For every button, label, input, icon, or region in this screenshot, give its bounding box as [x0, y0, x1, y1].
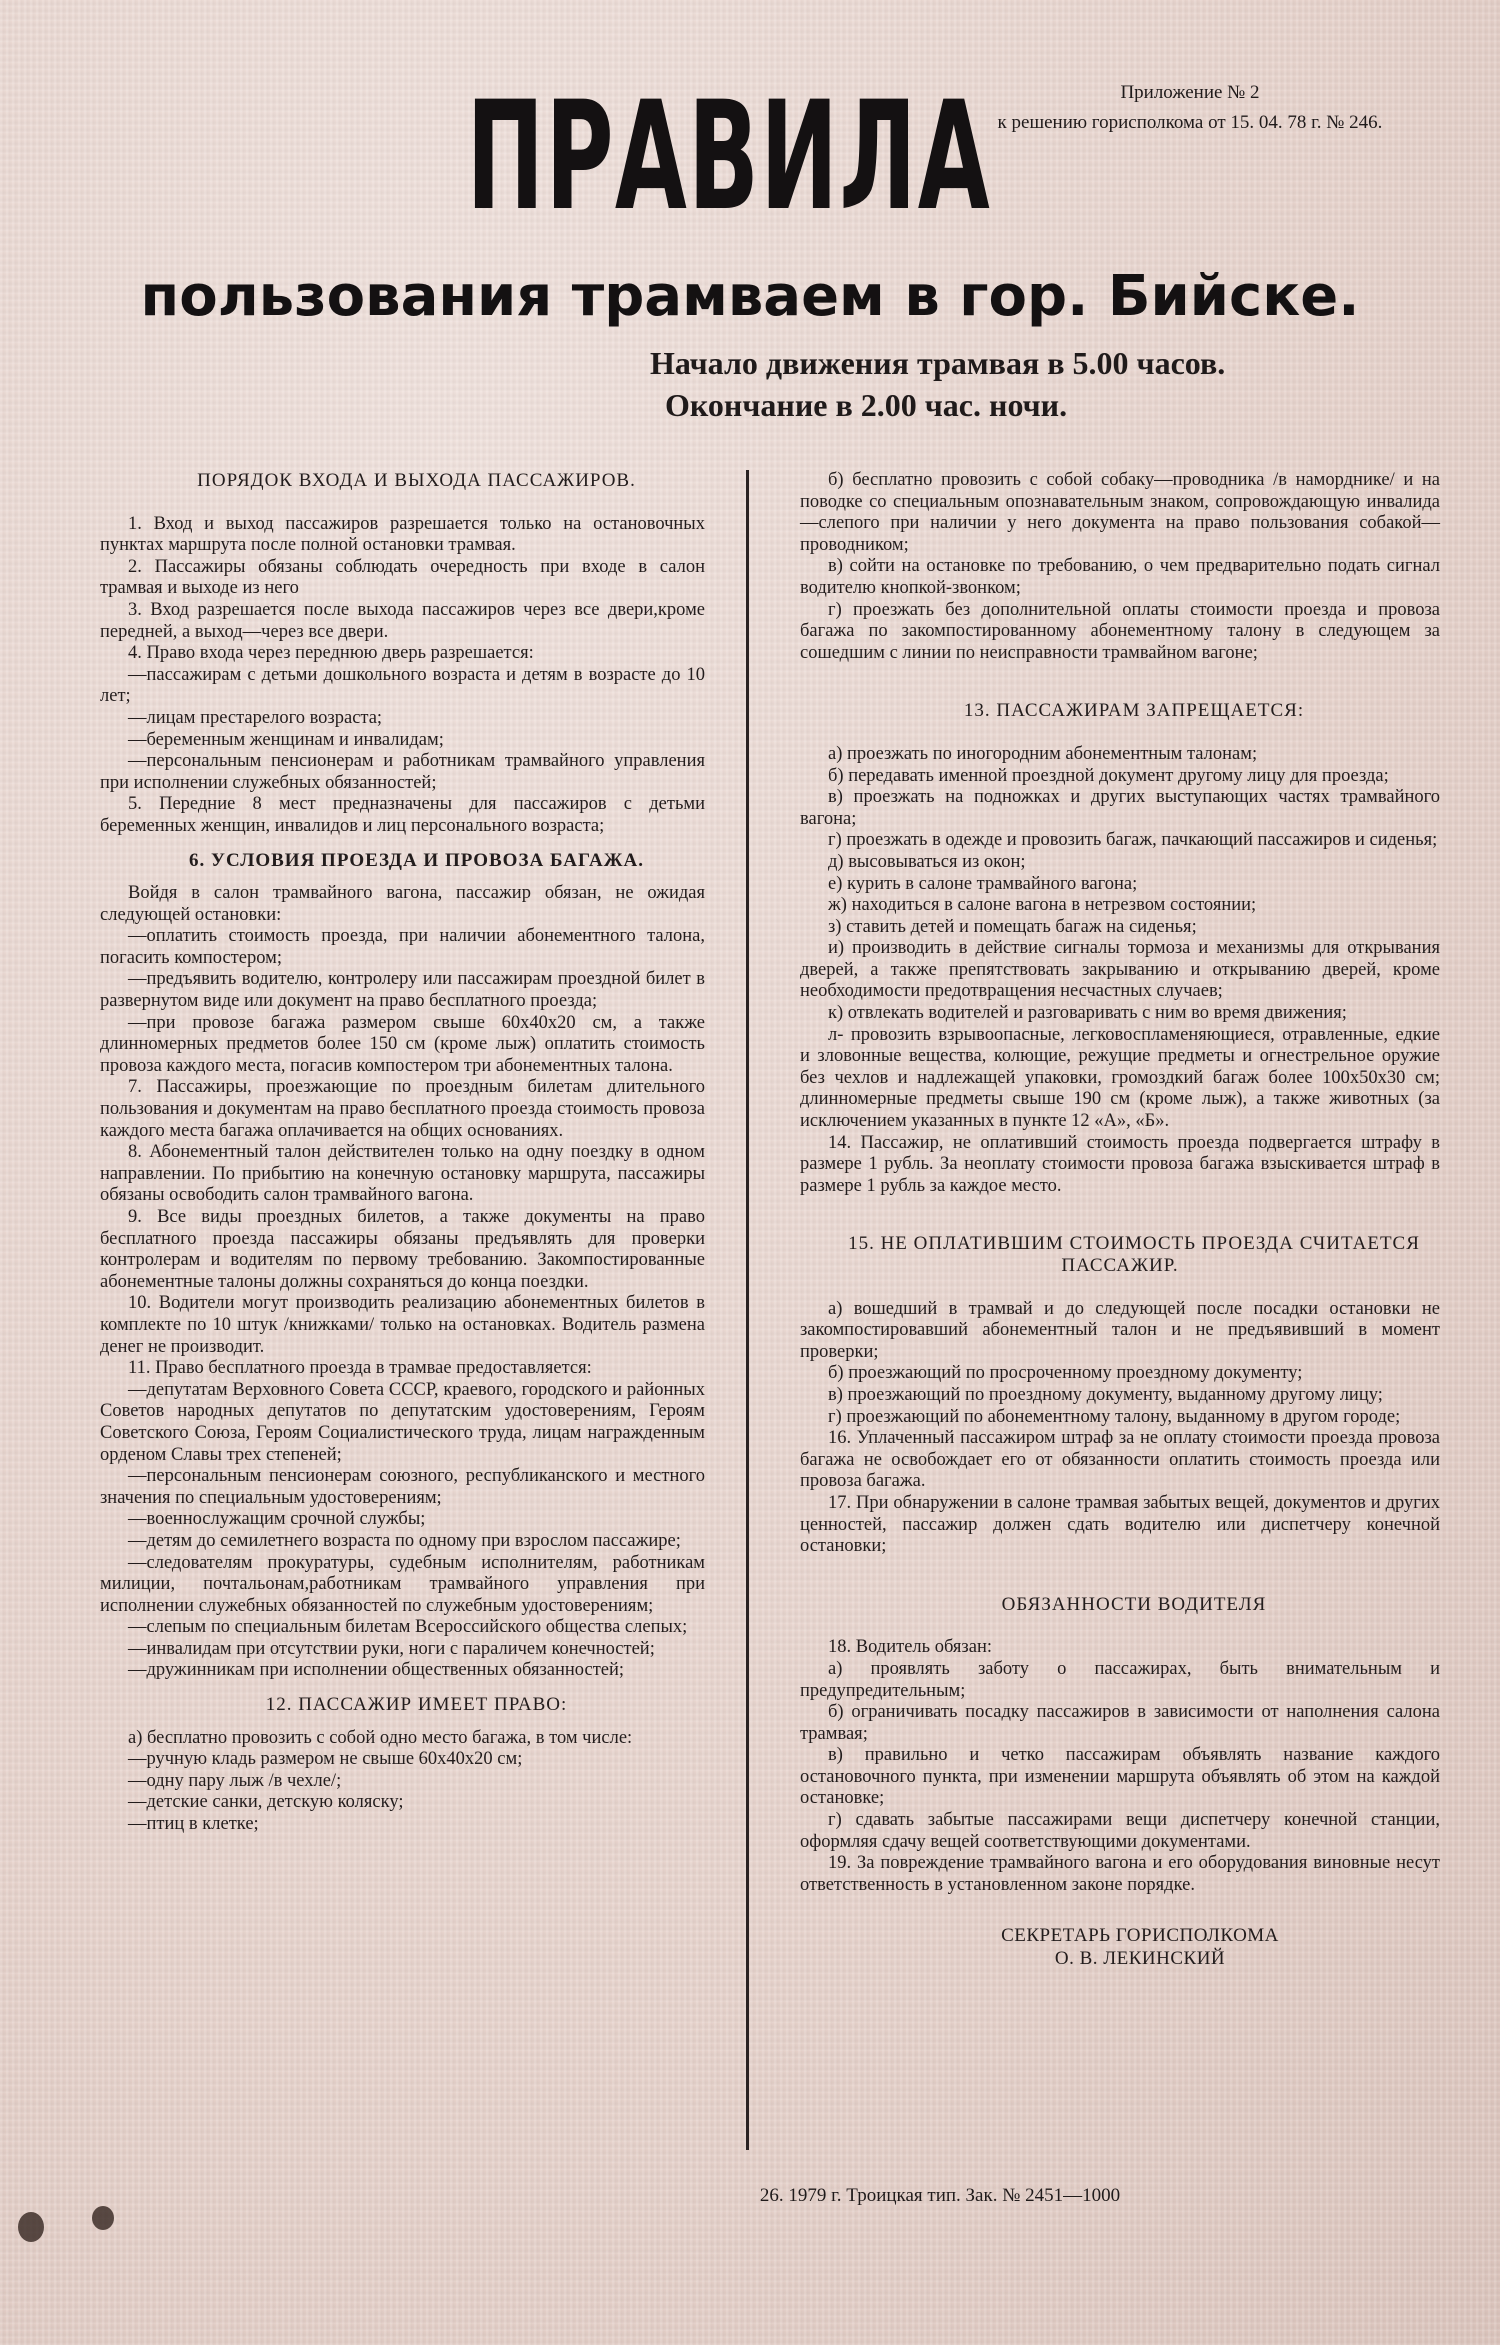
- document-title: ПРАВИЛА: [466, 70, 991, 244]
- rule-paragraph: —при провозе багажа размером свыше 60х40х20 см, а также длинномерных предметов более 150 см (кроме лыж) оплатить стоимость провоза каждого места, погасив компостером три абонементных талона.: [100, 1012, 705, 1076]
- rule-paragraph: д) высовываться из окон;: [828, 851, 1026, 872]
- rule-paragraph: б) бесплатно провозить с собой собаку—проводника /в наморднике/ и на поводке со специальным опознавательным знаком, сопровождающую инвалида—слепого при наличии у него документа на право пользования собакой—проводником;: [800, 470, 1440, 555]
- rule-paragraph: 3. Вход разрешается после выхода пассажиров через все двери,кроме передней, а выход—через все двери.: [100, 599, 705, 642]
- rule-paragraph: —лицам престарелого возраста;: [128, 707, 383, 728]
- rule-paragraph: 7. Пассажиры, проезжающие по проездным билетам длительного пользования и документам на право бесплатного проезда стоимость провоза каждого места багажа оплачивается на общих основаниях.: [100, 1077, 705, 1141]
- annex-line-1: Приложение № 2: [1120, 82, 1260, 103]
- rule-paragraph: б) проезжающий по просроченному проездному документу;: [828, 1363, 1303, 1384]
- hours-end: Окончание в 2.00 час. ночи.: [665, 387, 1068, 423]
- section-heading: ПОРЯДОК ВХОДА И ВЫХОДА ПАССАЖИРОВ.: [197, 470, 636, 491]
- rule-paragraph: —инвалидам при отсутствии руки, ноги с параличем конечностей;: [128, 1638, 655, 1659]
- left-column: [100, 470, 705, 1836]
- ink-stain: [92, 2206, 114, 2230]
- rule-paragraph: —военнослужащим срочной службы;: [128, 1509, 426, 1530]
- rule-paragraph: ж) находиться в салоне вагона в нетрезвом состоянии;: [828, 895, 1257, 916]
- rule-paragraph: —птиц в клетке;: [128, 1814, 259, 1835]
- rule-paragraph: —депутатам Верховного Совета СССР, краевого, городского и районных Советов народных депутатов по депутатским удостоверениям, Героям Советского Союза, Героям Социалистического труда, лицам награжденным орденом Славы трех степеней;: [100, 1379, 705, 1465]
- hours-start: Начало движения трамвая в 5.00 часов.: [650, 345, 1226, 381]
- rule-paragraph: б) передавать именной проездной документ другому лицу для проезда;: [828, 765, 1389, 786]
- rule-paragraph: —персональным пенсионерам и работникам трамвайного управления при исполнении служебных обязанностей;: [100, 751, 705, 793]
- rule-paragraph: и) производить в действие сигналы тормоза и механизмы для открывания дверей, а также препятствовать закрыванию и открыванию дверей, кроме необходимости предотвращения несчастных случаев;: [800, 938, 1440, 1002]
- ink-stain: [18, 2212, 44, 2242]
- rule-paragraph: 5. Передние 8 мест предназначены для пассажиров с детьми беременных женщин, инвалидов и лиц персонального возраста;: [100, 794, 705, 836]
- rule-paragraph: 19. За повреждение трамвайного вагона и его оборудования виновные несут ответственность в установленном законе порядке.: [800, 1853, 1440, 1895]
- rule-paragraph: г) проезжающий по абонементному талону, выданному в другом городе;: [828, 1406, 1401, 1427]
- rule-paragraph: —оплатить стоимость проезда, при наличии абонементного талона, погасить компостером;: [100, 926, 705, 968]
- annex-line-2: к решению горисполкома от 15. 04. 78 г. № 246.: [997, 112, 1383, 133]
- rule-paragraph: б) ограничивать посадку пассажиров в зависимости от наполнения салона трамвая;: [800, 1702, 1440, 1744]
- rule-paragraph: —ручную кладь размером не свыше 60х40х20 см;: [128, 1749, 523, 1770]
- signature-title: СЕКРЕТАРЬ ГОРИСПОЛКОМА: [1001, 1925, 1279, 1947]
- rule-paragraph: —беременным женщинам и инвалидам;: [128, 729, 444, 750]
- rule-paragraph: л- провозить взрывоопасные, легковоспламеняющиеся, отравленные, едкие и зловонные вещества, колющие, режущие предметы и огнестрельное оружие без чехлов и надлежащей упаковки, громоздкий багаж более 100х50х30 см; длинномерные предметы свыше 190 см (кроме лыж), а также животных (за исключением указанных в пункте 12 «А», «Б».: [800, 1024, 1440, 1132]
- rule-paragraph: в) проезжающий по проездному документу, выданному другому лицу;: [828, 1384, 1383, 1405]
- rule-paragraph: 17. При обнаружении в салоне трамвая забытых вещей, документов и других ценностей, пассажир должен сдать водителю или диспетчеру конечной остановки;: [800, 1492, 1440, 1557]
- rule-paragraph: в) проезжать на подножках и других выступающих частях трамвайного вагона;: [800, 787, 1440, 829]
- rule-paragraph: 9. Все виды проездных билетов, а также документы на право бесплатного проезда пассажиры обязаны предъявлять для проверки контролерам и водителям по первому требованию. Закомпостированные абонементные талоны должны сохраняться до конца поездки.: [100, 1207, 705, 1292]
- section-heading: 15. НЕ ОПЛАТИВШИМ СТОИМОСТЬ ПРОЕЗДА СЧИТАЕТСЯ ПАССАЖИР.: [848, 1233, 1420, 1276]
- rule-paragraph: а) бесплатно провозить с собой одно место багажа, в том числе:: [128, 1727, 633, 1748]
- rule-paragraph: —пассажирам с детьми дошкольного возраста и детям в возрасте до 10 лет;: [100, 664, 705, 707]
- rule-paragraph: 4. Право входа через переднюю дверь разрешается:: [128, 643, 534, 664]
- rule-paragraph: —следователям прокуратуры, судебным исполнителям, работникам милиции, почтальонам,работникам трамвайного управления при исполнении служебных обязанностей по служебным удостоверениям;: [100, 1552, 705, 1616]
- section-heading: ОБЯЗАННОСТИ ВОДИТЕЛЯ: [1001, 1593, 1267, 1615]
- print-footer: 26. 1979 г. Троицкая тип. Зак. № 2451—1000: [759, 2185, 1121, 2206]
- operating-hours: [640, 342, 1360, 426]
- rule-paragraph: а) проявлять заботу о пассажирах, быть внимательным и предупредительным;: [800, 1658, 1440, 1701]
- rule-paragraph: а) проезжать по иногородним абонементным талонам;: [828, 743, 1258, 764]
- rule-paragraph: 18. Водитель обязан:: [828, 1637, 992, 1658]
- rule-paragraph: г) сдавать забытые пассажирами вещи диспетчеру конечной станции, оформляя сдачу вещей соответствующими документами.: [800, 1810, 1440, 1852]
- rule-paragraph: —детские санки, детскую коляску;: [128, 1792, 404, 1813]
- signature-name: О. В. ЛЕКИНСКИЙ: [1054, 1948, 1226, 1970]
- section-heading: 12. ПАССАЖИР ИМЕЕТ ПРАВО:: [265, 1694, 568, 1716]
- rule-paragraph: —персональным пенсионерам союзного, республиканского и местного значения по специальным удостоверениям;: [100, 1466, 705, 1508]
- rule-paragraph: з) ставить детей и помещать багаж на сиденья;: [828, 916, 1197, 937]
- rule-paragraph: в) правильно и четко пассажирам объявлять название каждого остановочного пункта, при изменении маршрута объявлять об этом на каждой остановке;: [800, 1745, 1440, 1809]
- annex-note: [920, 78, 1460, 138]
- rule-paragraph: 16. Уплаченный пассажиром штраф за не оплату стоимости проезда провоза багажа не освобождает его от обязанности оплатить стоимость проезда или провоза багажа.: [800, 1428, 1440, 1492]
- rule-paragraph: к) отвлекать водителей и разговаривать с ним во время движения;: [828, 1003, 1347, 1024]
- rule-paragraph: 1. Вход и выход пассажиров разрешается только на остановочных пунктах маршрута после полной остановки трамвая.: [100, 513, 705, 556]
- section-heading: 13. ПАССАЖИРАМ ЗАПРЕЩАЕТСЯ:: [963, 700, 1305, 722]
- signature-block: [800, 1924, 1440, 1970]
- column-divider: [746, 470, 749, 2150]
- rule-paragraph: 11. Право бесплатного проезда в трамвае предоставляется:: [128, 1358, 592, 1379]
- rule-paragraph: 8. Абонементный талон действителен только на одну поездку в одном направлении. По прибытию на конечную остановку маршрута, пассажиры обязаны освободить салон трамвайного вагона.: [100, 1142, 705, 1206]
- rule-paragraph: е) курить в салоне трамвайного вагона;: [828, 873, 1138, 894]
- rule-paragraph: в) сойти на остановке по требованию, о чем предварительно подать сигнал водителю кнопкой-звонком;: [800, 556, 1440, 598]
- rule-paragraph: —дружинникам при исполнении общественных обязанностей;: [128, 1660, 625, 1681]
- rule-paragraph: —детям до семилетнего возраста по одному при взрослом пассажире;: [128, 1530, 681, 1551]
- rule-paragraph: г) проезжать без дополнительной оплаты стоимости проезда и провоза багажа по закомпостированному абонементному талону в следующем за сошедшим с линии по неисправности трамвайном вагоне;: [800, 599, 1440, 663]
- rule-paragraph: Войдя в салон трамвайного вагона, пассажир обязан, не ожидая следующей остановки:: [100, 883, 705, 925]
- rule-paragraph: —слепым по специальным билетам Всероссийского общества слепых;: [128, 1617, 688, 1638]
- rule-paragraph: 2. Пассажиры обязаны соблюдать очередность при входе в салон трамвая и выходе из него: [100, 556, 705, 599]
- right-column: [800, 470, 1440, 1970]
- rule-paragraph: 10. Водители могут производить реализацию абонементных билетов в комплекте по 10 штук /книжками/ только на остановках. Водитель размена денег не производит.: [100, 1293, 705, 1357]
- rule-paragraph: 14. Пассажир, не оплативший стоимость проезда подвергается штрафу в размере 1 рубль. За неоплату стоимости провоза багажа взыскивается штраф в размере 1 рубль за каждое место.: [800, 1132, 1440, 1196]
- section-heading: 6. УСЛОВИЯ ПРОЕЗДА И ПРОВОЗА БАГАЖА.: [189, 849, 644, 871]
- rule-paragraph: а) вошедший в трамвай и до следующей после посадки остановки не закомпостировавший абонементный талон и не предъявивший в момент проверки;: [800, 1298, 1440, 1362]
- rule-paragraph: г) проезжать в одежде и провозить багаж, пачкающий пассажиров и сиденья;: [828, 830, 1438, 851]
- document-subtitle: пользования трамваем в гор. Бийске.: [140, 264, 1360, 329]
- rule-paragraph: —предъявить водителю, контролеру или пассажирам проездной билет в развернутом виде или документ на право бесплатного проезда;: [100, 969, 705, 1012]
- rule-paragraph: —одну пару лыж /в чехле/;: [128, 1770, 342, 1791]
